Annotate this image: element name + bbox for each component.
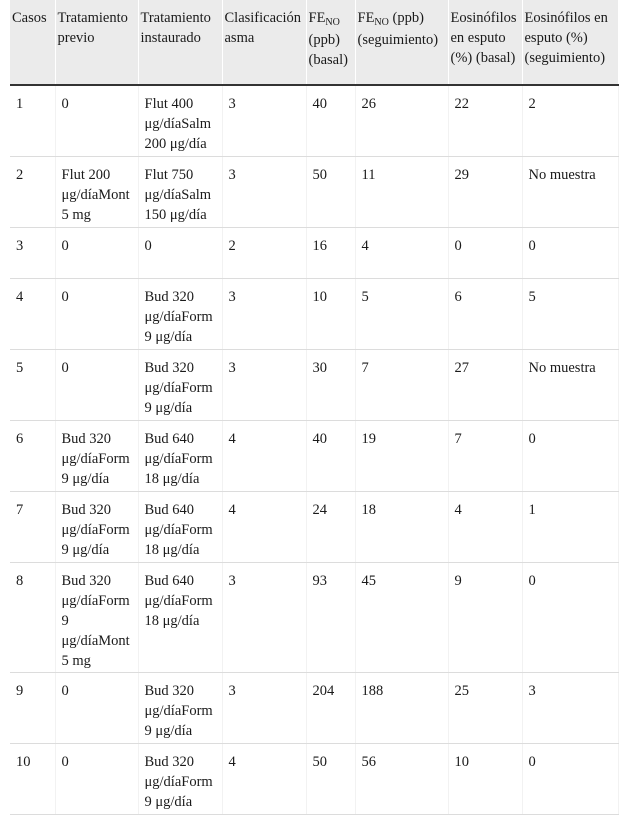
cell-feno-seguimiento: 19 [355,421,448,492]
cell-clasificacion: 2 [222,228,306,279]
cell-feno-basal: 10 [306,279,355,350]
cell-eos-basal: 10 [448,744,522,815]
cell-eos-seguimiento: 0 [522,421,618,492]
cell-feno-basal: 40 [306,421,355,492]
cell-eos-basal: 27 [448,350,522,421]
header-feno-basal [306,0,355,85]
cell-caso: 1 [10,85,55,157]
table-row [10,350,618,421]
cell-eos-seguimiento: No muestra [522,350,618,421]
cell-feno-basal: 16 [306,228,355,279]
cell-tratamiento-previo: 0 [55,228,138,279]
cell-tratamiento-instaurado: Bud 640 μg/díaForm 18 μg/día [138,563,222,673]
cell-tratamiento-previo: Bud 320 μg/díaForm 9 μg/día [55,492,138,563]
cell-caso: 5 [10,350,55,421]
feno-basal-unit: (ppb) (basal) [308,32,348,68]
feno-basal-label: FE [308,10,326,26]
cell-tratamiento-previo: 0 [55,744,138,815]
cell-tratamiento-instaurado: Bud 640 μg/díaForm 18 μg/día [138,492,222,563]
cell-eos-seguimiento: 3 [522,673,618,744]
table-row [10,563,618,673]
cell-clasificacion: 4 [222,492,306,563]
feno-seg-subscript: NO [374,17,389,28]
table-row [10,492,618,563]
cell-feno-seguimiento: 7 [355,350,448,421]
cell-feno-seguimiento: 4 [355,228,448,279]
cell-feno-seguimiento: 45 [355,563,448,673]
table-row [10,744,618,815]
table-row [10,228,618,279]
cell-eos-basal: 29 [448,157,522,228]
cell-caso: 10 [10,744,55,815]
table-header [10,0,618,85]
table-row [10,279,618,350]
cell-tratamiento-previo: 0 [55,85,138,157]
feno-seg-label: FE [357,10,375,26]
cell-tratamiento-previo: Flut 200 μg/díaMont 5 mg [55,157,138,228]
cell-feno-basal: 24 [306,492,355,563]
cell-feno-seguimiento: 188 [355,673,448,744]
cell-feno-seguimiento: 26 [355,85,448,157]
cell-tratamiento-previo: Bud 320 μg/díaForm 9 μg/día [55,421,138,492]
cell-caso: 9 [10,673,55,744]
cell-eos-seguimiento: 1 [522,492,618,563]
feno-basal-subscript: NO [325,17,340,28]
cell-clasificacion: 3 [222,85,306,157]
cell-feno-seguimiento: 18 [355,492,448,563]
header-tratamiento-previo: Tratamiento previo [55,0,138,85]
cell-feno-seguimiento: 5 [355,279,448,350]
cell-clasificacion: 4 [222,421,306,492]
cell-eos-basal: 6 [448,279,522,350]
feno-seg-unit: (ppb) (seguimiento) [357,10,439,48]
header-eosinofilos-seguimiento: Eosinófilos en esputo (%) (seguimiento) [522,0,618,85]
asthma-cases-table [10,0,619,815]
cell-tratamiento-instaurado: Bud 320 μg/díaForm 9 μg/día [138,744,222,815]
cell-eos-basal: 22 [448,85,522,157]
cell-tratamiento-previo: 0 [55,673,138,744]
table-row [10,421,618,492]
cell-tratamiento-instaurado: Flut 400 μg/díaSalm 200 μg/día [138,85,222,157]
cell-caso: 6 [10,421,55,492]
header-tratamiento-instaurado: Tratamiento instaurado [138,0,222,85]
cell-eos-basal: 7 [448,421,522,492]
cell-feno-basal: 204 [306,673,355,744]
cell-tratamiento-instaurado: Bud 320 μg/díaForm 9 μg/día [138,673,222,744]
cell-eos-basal: 9 [448,563,522,673]
cell-feno-basal: 50 [306,744,355,815]
cell-feno-seguimiento: 56 [355,744,448,815]
cell-caso: 8 [10,563,55,673]
cell-tratamiento-previo: 0 [55,350,138,421]
cell-clasificacion: 3 [222,563,306,673]
header-clasificacion-asma: Clasificación asma [222,0,306,85]
cell-clasificacion: 4 [222,744,306,815]
cell-feno-basal: 30 [306,350,355,421]
header-eosinofilos-basal: Eosinófilos en esputo (%) (basal) [448,0,522,85]
cell-eos-basal: 25 [448,673,522,744]
table-row [10,157,618,228]
cell-feno-seguimiento: 11 [355,157,448,228]
cell-eos-seguimiento: 0 [522,228,618,279]
cell-caso: 3 [10,228,55,279]
header-feno-seguimiento [355,0,448,85]
cell-eos-basal: 4 [448,492,522,563]
cell-caso: 7 [10,492,55,563]
cell-caso: 2 [10,157,55,228]
header-casos: Casos [10,0,55,85]
cell-tratamiento-instaurado: Bud 320 μg/díaForm 9 μg/día [138,279,222,350]
header-row [10,0,618,85]
cell-eos-seguimiento: 0 [522,744,618,815]
cell-tratamiento-instaurado: 0 [138,228,222,279]
cell-feno-basal: 93 [306,563,355,673]
cell-eos-seguimiento: 2 [522,85,618,157]
cell-tratamiento-instaurado: Bud 640 μg/díaForm 18 μg/día [138,421,222,492]
cell-feno-basal: 50 [306,157,355,228]
cell-caso: 4 [10,279,55,350]
cell-eos-basal: 0 [448,228,522,279]
cell-tratamiento-previo: 0 [55,279,138,350]
cell-eos-seguimiento: No muestra [522,157,618,228]
cell-clasificacion: 3 [222,279,306,350]
table-row [10,85,618,157]
cell-tratamiento-previo: Bud 320 μg/díaForm 9 μg/díaMont 5 mg [55,563,138,673]
cell-eos-seguimiento: 0 [522,563,618,673]
cell-tratamiento-instaurado: Flut 750 μg/díaSalm 150 μg/día [138,157,222,228]
table-row [10,673,618,744]
cell-clasificacion: 3 [222,350,306,421]
cell-clasificacion: 3 [222,157,306,228]
cell-eos-seguimiento: 5 [522,279,618,350]
cell-clasificacion: 3 [222,673,306,744]
cell-feno-basal: 40 [306,85,355,157]
table-body [10,85,618,815]
cell-tratamiento-instaurado: Bud 320 μg/díaForm 9 μg/día [138,350,222,421]
